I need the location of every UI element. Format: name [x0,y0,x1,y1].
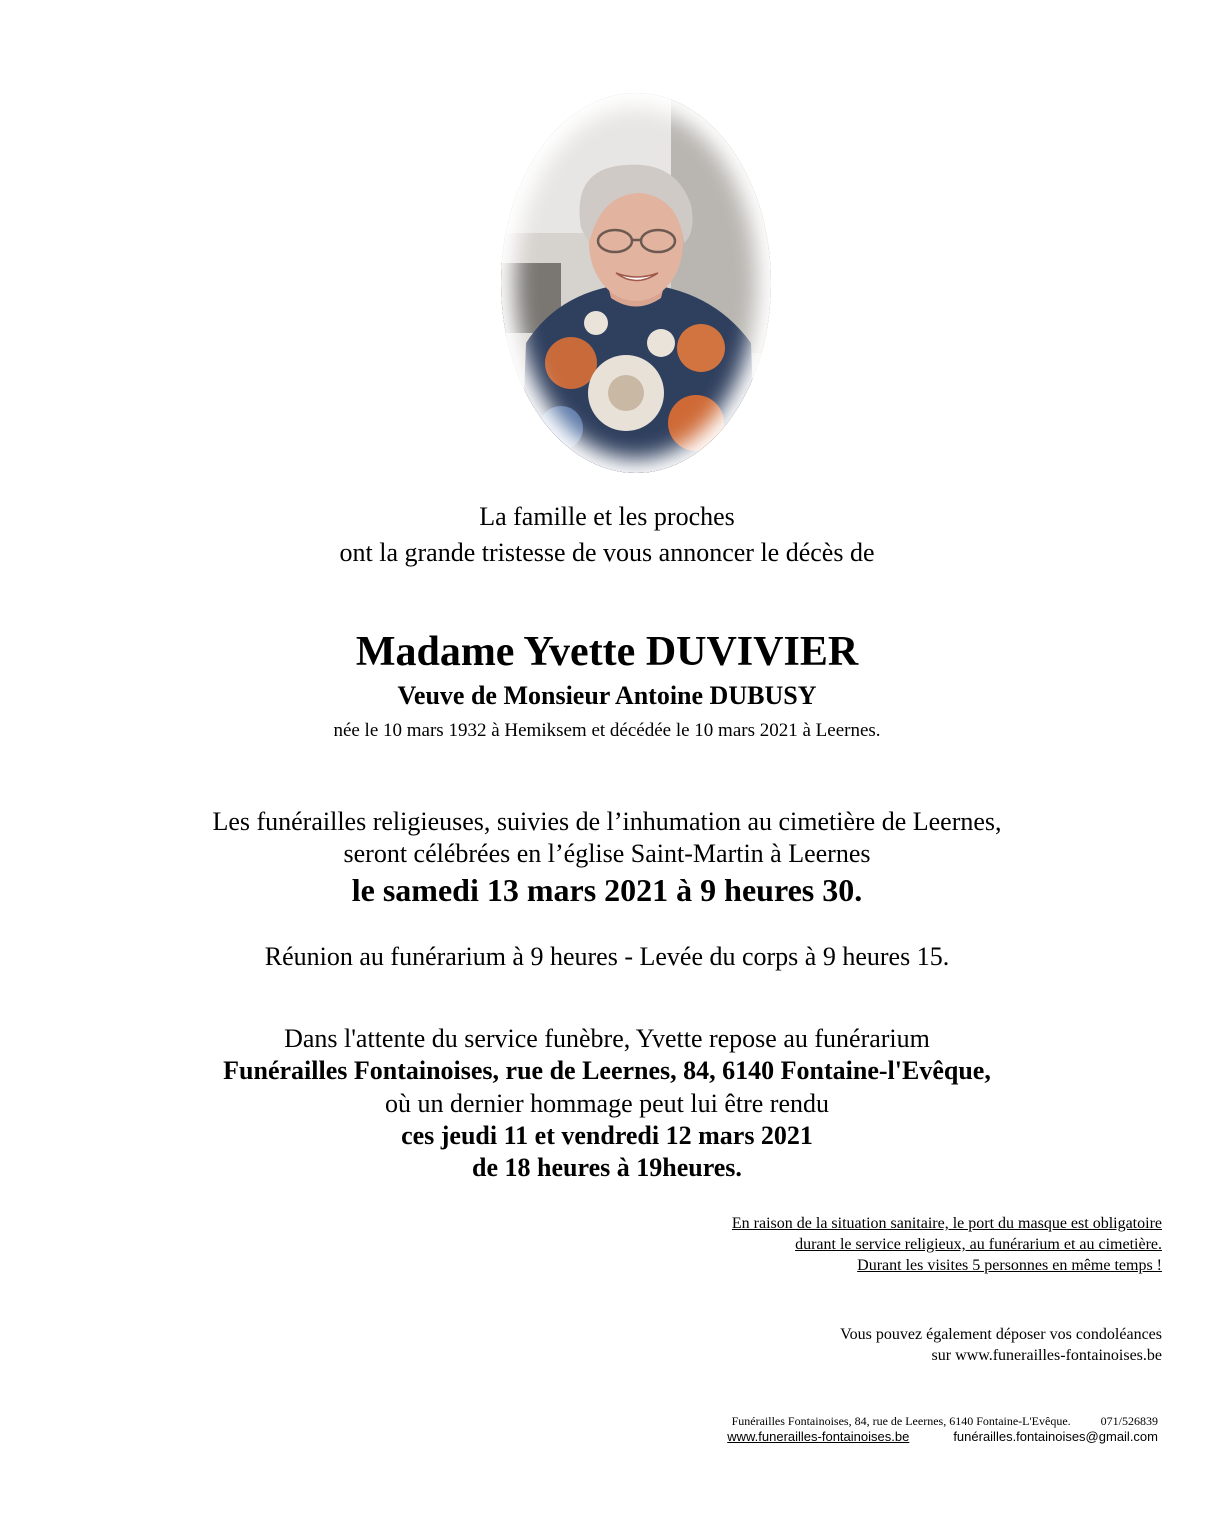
footer-website-link[interactable]: www.funerailles-fontainoises.be [727,1429,910,1444]
birth-death-dates: née le 10 mars 1932 à Hemiksem et décédée le 10 mars 2021 à Leernes. [333,720,881,741]
funeral-home-address: Funérailles Fontainoises, rue de Leernes, 84, 6140 Fontaine-l'Evêque, [223,1056,991,1085]
portrait-image [501,93,771,473]
meeting-times: Réunion au funérarium à 9 heures - Levée du corps à 9 heures 15. [264,942,950,971]
footer-phone: 071/526839 [1100,1414,1158,1428]
notice-line-1: En raison de la situation sanitaire, le port du masque est obligatoire [731,1215,1162,1232]
deceased-name: Madame Yvette DUVIVIER [355,629,859,675]
condolences-line-1: Vous pouvez également déposer vos condoléances [840,1326,1162,1343]
footer-contact-line [727,1413,1158,1429]
funeral-line-1: Les funérailles religieuses, suivies de l’inhumation au cimetière de Leernes, [212,807,1002,836]
footer-email[interactable]: funérailles.fontainoises@gmail.com [953,1429,1158,1444]
condolences-block [840,1324,1162,1366]
footer [727,1413,1158,1445]
viewing-line-1: Dans l'attente du service funèbre, Yvette repose au funérarium [284,1024,930,1053]
spouse-line: Veuve de Monsieur Antoine DUBUSY [397,681,817,710]
intro-line-1: La famille et les proches [479,502,735,531]
funeral-date: le samedi 13 mars 2021 à 9 heures 30. [351,872,863,908]
intro-line-2: ont la grande tristesse de vous annoncer le décès de [339,538,875,567]
portrait-photo [501,93,771,473]
condolences-line-2: sur www.funerailles-fontainoises.be [931,1347,1162,1364]
footer-links-line [727,1429,1158,1445]
notice-line-2: durant le service religieux, au funérarium et au cimetière. [795,1236,1162,1253]
notice-line-3: Durant les visites 5 personnes en même temps ! [857,1257,1162,1274]
sanitary-notice [732,1213,1162,1276]
funeral-line-2: seront célébrées en l’église Saint-Martin à Leernes [343,839,871,868]
footer-address: Funérailles Fontainoises, 84, rue de Leernes, 6140 Fontaine-L'Evêque. [731,1414,1071,1428]
viewing-days: ces jeudi 11 et vendredi 12 mars 2021 [401,1121,813,1150]
viewing-line-3: où un dernier hommage peut lui être rendu [384,1089,830,1118]
viewing-hours: de 18 heures à 19heures. [472,1153,742,1182]
